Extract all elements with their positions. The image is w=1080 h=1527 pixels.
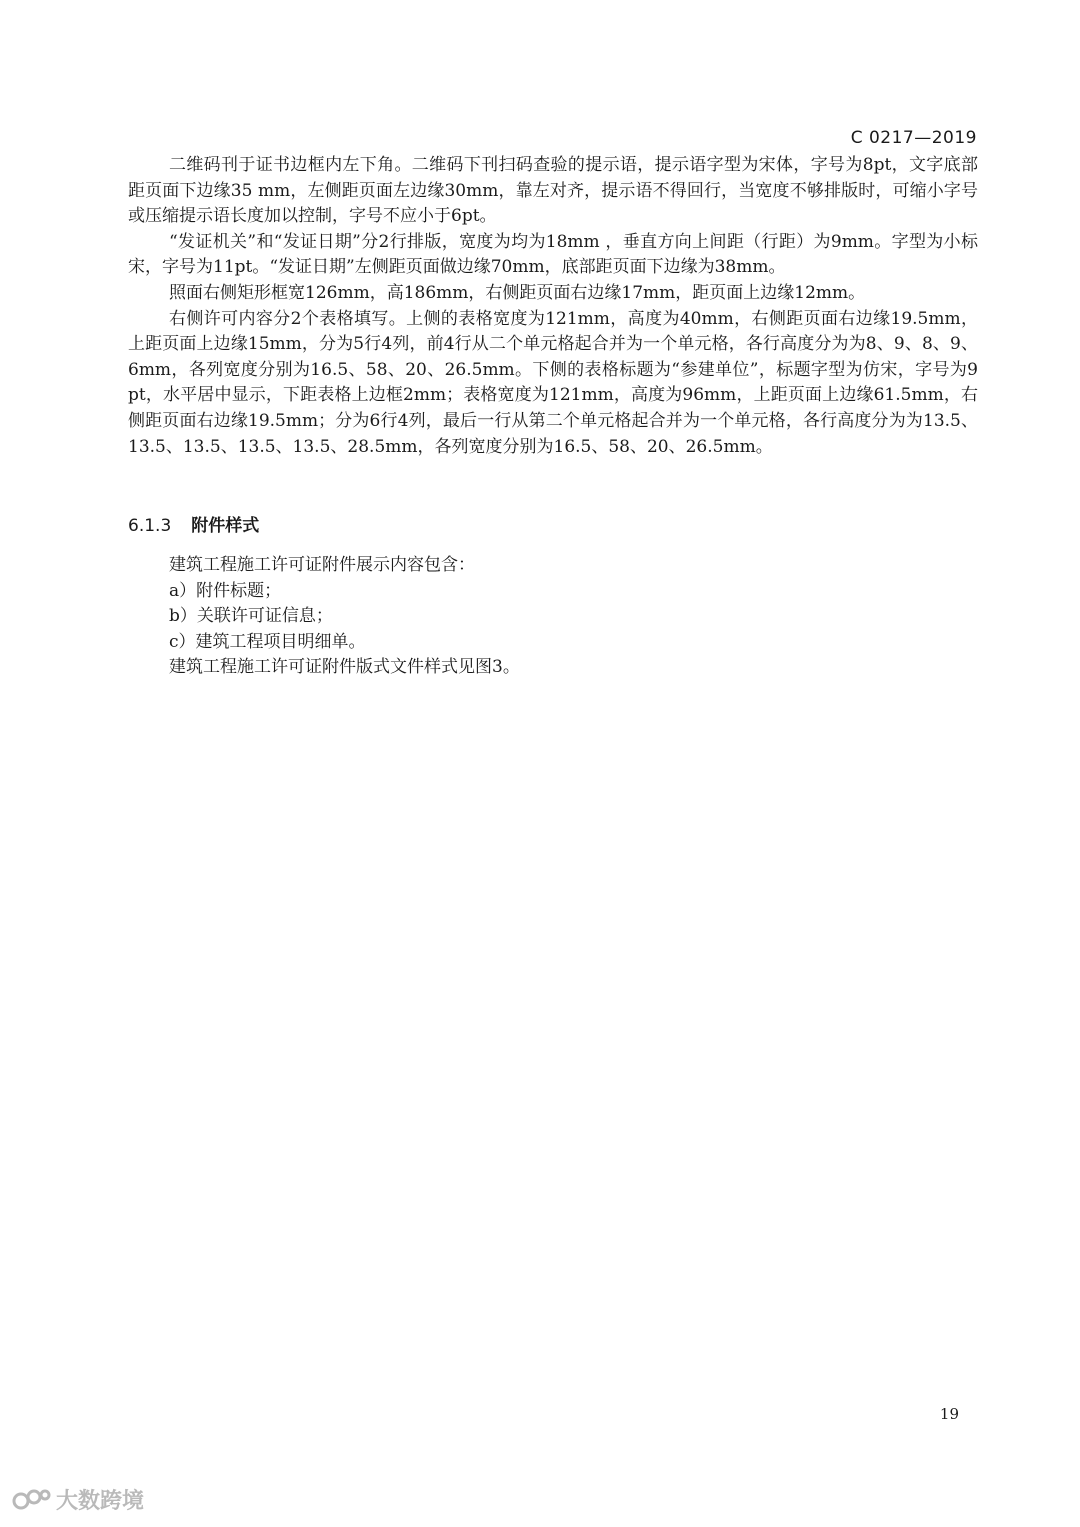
watermark-text: 大数跨境 [56, 1489, 145, 1514]
section-intro: 建筑工程施工许可证附件展示内容包含： [169, 555, 475, 575]
paragraph-issuer-date: “发证机关”和“发证日期”分2行排版，宽度为均为18mm ，垂直方向上间距（行距）为9mm。字型为小标宋，字号为11pt。“发证日期”左侧距页面做边缘70mm，底部距页面下边缘为38mm。 [128, 231, 978, 278]
section-title: 附件样式 [191, 516, 260, 536]
paragraph-qr-code: 二维码刊于证书边框内左下角。二维码下刊扫码查验的提示语，提示语字型为宋体，字号为8pt，文字底部距页面下边缘35 mm，左侧距页面左边缘30mm，靠左对齐，提示语不得回行，当宽度不够排版时，可缩小字号或压缩提示语长度加以控制，字号不应小于6pt。 [128, 155, 978, 227]
section-closing: 建筑工程施工许可证附件版式文件样式见图3。 [169, 657, 520, 678]
body-text [128, 153, 978, 460]
paragraph-permit-tables: 右侧许可内容分2个表格填写。上侧的表格宽度为121mm，高度为40mm，右侧距页面右边缘19.5mm，上距页面上边缘15mm，分为5行4列，前4行从二个单元格起合并为一个单元格，各行高度分为为8、9、8、9、6mm，各列宽度分别为16.5、58、20、26.5mm。下侧的表格标题为“参建单位”，标题字型为仿宋，字号为9 pt，水平居中显示，下距表格上边框2mm；表格宽度为121mm，高度为96mm，上距页面上边缘61.5mm，右侧距页面右边缘19.5mm；分为6行4列，最后一行从第二个单元格起合并为一个单元格，各行高度分为为13.5、13.5、13.5、13.5、13.5、28.5mm，各列宽度分别为16.5、58、20、26.5mm。 [128, 308, 978, 457]
document-code: C 0217—2019 [850, 128, 977, 148]
page-number: 19 [939, 1405, 959, 1423]
paragraph-right-frame: 照面右侧矩形框宽126mm，高186mm，右侧距页面右边缘17mm，距页面上边缘12mm。 [169, 282, 866, 303]
brand-logo-icon [12, 1486, 52, 1514]
section-heading [128, 511, 259, 536]
list-item: c）建筑工程项目明细单。 [169, 631, 366, 652]
section-body [128, 553, 978, 681]
list-item: b）关联许可证信息； [169, 606, 333, 627]
list-item: a）附件标题； [169, 580, 282, 601]
section-number: 6.1.3 [128, 516, 172, 536]
watermark [12, 1484, 144, 1515]
